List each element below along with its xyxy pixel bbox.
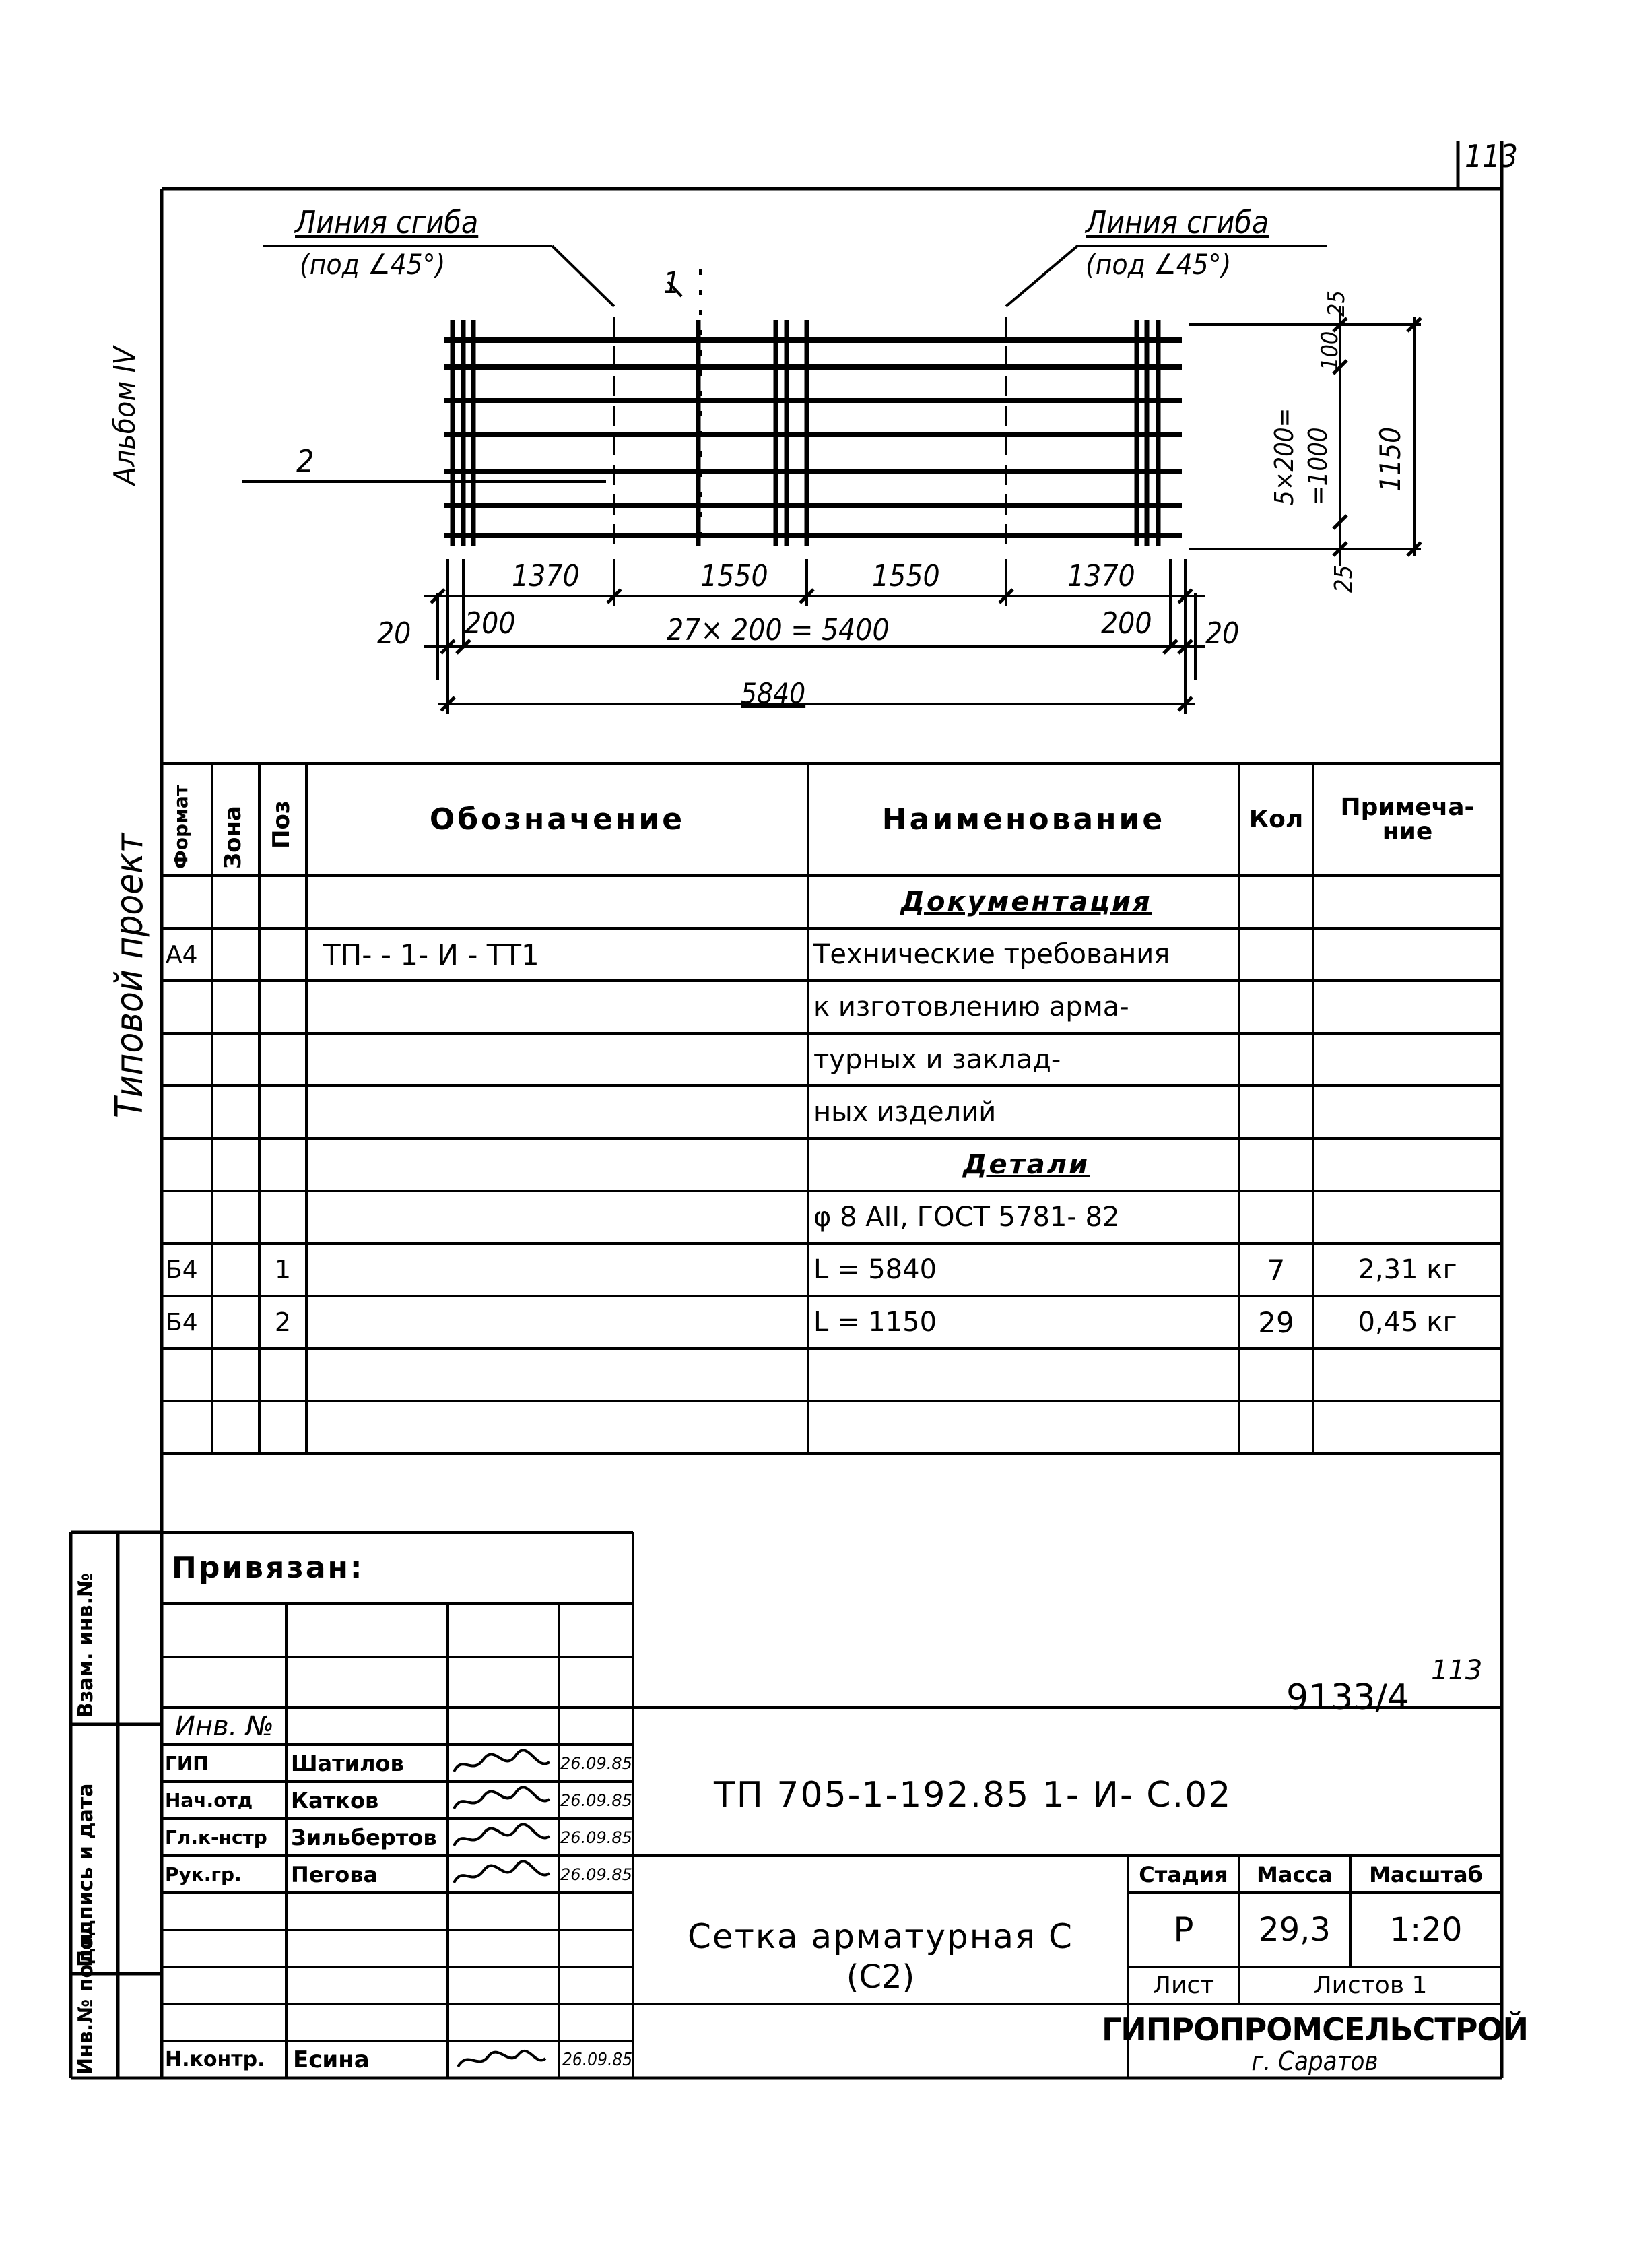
inv-no-label: Инв. № — [175, 1710, 274, 1742]
cell-note — [1313, 1138, 1502, 1191]
cell-qty: 29 — [1258, 1305, 1294, 1339]
signer-signature — [451, 1819, 559, 1856]
cell-note — [1313, 981, 1502, 1033]
signer-role: Рук.гр. — [165, 1863, 242, 1885]
sheets-label: Листов 1 — [1313, 1972, 1428, 1999]
dim-1550-right: 1550 — [872, 559, 940, 593]
cell-name: Технические требования — [813, 939, 1170, 970]
vzam-inv-label: Взам. инв.№ — [74, 1572, 98, 1718]
cell-note — [1313, 1349, 1502, 1401]
archive-number: 9133/4 — [1286, 1677, 1409, 1718]
dim-1370-right: 1370 — [1067, 559, 1135, 593]
sheet-label: Лист — [1152, 1972, 1215, 1999]
signer-signature — [451, 1745, 559, 1782]
dim-5x200-a: 5×200= — [1269, 408, 1299, 505]
cell-name: к изготовлению арма- — [813, 992, 1129, 1023]
cell-pos — [259, 981, 306, 1033]
cell-designation — [306, 1191, 808, 1243]
cell-format — [162, 1138, 212, 1191]
cell-note — [1313, 1086, 1502, 1138]
cell-name: турных и заклад- — [813, 1044, 1061, 1075]
cell-name: L = 1150 — [813, 1307, 937, 1338]
signer-name: Зильбертов — [291, 1824, 437, 1850]
cell-designation — [306, 1296, 808, 1349]
cell-qty — [1239, 1191, 1313, 1243]
dim-5x200-b: =1000 — [1303, 427, 1333, 505]
dim-1370-left: 1370 — [512, 559, 580, 593]
bend-line-label-right: Линия сгиба — [1086, 204, 1269, 240]
dim-100: 100 — [1317, 331, 1343, 370]
signer-date: 26.09.85 — [560, 1865, 632, 1884]
cell-pos — [259, 1138, 306, 1191]
signer-name: Шатилов — [291, 1750, 404, 1776]
header-designation: Обозначение — [429, 802, 686, 837]
signer-role: ГИП — [165, 1752, 209, 1774]
nkontr-signature — [455, 2041, 556, 2078]
signer-role: Нач.отд — [165, 1789, 253, 1811]
position-2-label: 2 — [296, 443, 314, 480]
cell-format: А4 — [166, 940, 198, 969]
cell-note — [1313, 928, 1502, 981]
cell-designation — [306, 876, 808, 928]
scale-label: Масштаб — [1369, 1861, 1483, 1887]
header-name: Наименование — [881, 802, 1166, 837]
signer-date: 26.09.85 — [560, 1790, 632, 1810]
cell-designation — [306, 1349, 808, 1401]
podpis-data-label: Подпись и дата — [74, 1783, 98, 1967]
dim-middle: 27× 200 = 5400 — [667, 613, 890, 647]
organization-name: ГИПРОПРОМСЕЛЬСТРОЙ — [1101, 2011, 1529, 2048]
mass-label: Масса — [1257, 1861, 1333, 1887]
scale-value: 1:20 — [1389, 1911, 1463, 1949]
cell-designation — [306, 1086, 808, 1138]
cell-qty — [1239, 928, 1313, 981]
cell-format — [162, 1191, 212, 1243]
dim-1550-left: 1550 — [700, 559, 768, 593]
signer-name: Катков — [291, 1787, 379, 1813]
cell-name: Документация — [900, 886, 1152, 917]
cell-format — [162, 1349, 212, 1401]
title-line-1: Сетка арматурная С — [688, 1917, 1073, 1956]
mass-value: 29,3 — [1259, 1911, 1331, 1949]
cell-pos — [259, 1191, 306, 1243]
cell-note: 0,45 кг — [1358, 1307, 1457, 1338]
signer-date: 26.09.85 — [560, 1827, 632, 1847]
dim-25-top: 25 — [1323, 290, 1350, 317]
cell-format — [162, 1086, 212, 1138]
dim-20-left: 20 — [377, 616, 411, 651]
cell-pos — [259, 1033, 306, 1086]
cell-pos — [259, 1086, 306, 1138]
cell-name: Детали — [962, 1149, 1090, 1180]
nkontr-role: Н.контр. — [165, 2048, 265, 2071]
cell-designation — [306, 1243, 808, 1296]
dim-200-left: 200 — [465, 606, 516, 641]
cell-note — [1313, 1191, 1502, 1243]
header-qty: Кол — [1249, 806, 1304, 833]
cell-pos — [259, 928, 306, 981]
cell-pos: 1 — [274, 1255, 292, 1285]
cell-designation — [306, 1033, 808, 1086]
cell-qty — [1239, 1033, 1313, 1086]
header-note: Примеча- ние — [1340, 793, 1475, 845]
nkontr-name: Есина — [293, 2046, 370, 2073]
privyazan-label: Привязан: — [172, 1551, 364, 1585]
signer-signature — [451, 1856, 559, 1893]
cell-format — [162, 981, 212, 1033]
cell-pos — [259, 876, 306, 928]
stage-value: Р — [1173, 1910, 1194, 1949]
cell-name: L = 5840 — [813, 1254, 937, 1285]
signer-name: Пегова — [291, 1861, 378, 1887]
cell-pos: 2 — [274, 1307, 292, 1337]
cell-note: 2,31 кг — [1358, 1254, 1457, 1285]
signer-signature — [451, 1782, 559, 1819]
position-1-label: 1 — [663, 266, 681, 300]
dim-total: 5840 — [741, 677, 806, 710]
cell-qty — [1239, 1138, 1313, 1191]
sheet-number: 113 — [1465, 138, 1518, 174]
stage-label: Стадия — [1139, 1861, 1228, 1887]
bend-line-label-left: Линия сгиба — [295, 204, 479, 240]
cell-pos — [259, 1349, 306, 1401]
dim-1150: 1150 — [1374, 426, 1407, 492]
cell-qty — [1239, 981, 1313, 1033]
cell-name: φ 8 АII, ГОСТ 5781- 82 — [813, 1202, 1120, 1233]
cell-name: ных изделий — [813, 1097, 997, 1128]
title-line-2: (С2) — [846, 1958, 915, 1996]
bend-line-angle-left: (под ∠45°) — [300, 248, 446, 281]
archive-sheet: 113 — [1431, 1655, 1483, 1686]
dim-200-right: 200 — [1101, 606, 1152, 641]
document-code: ТП 705-1-192.85 1- И- С.02 — [714, 1775, 1232, 1815]
cell-qty — [1239, 1086, 1313, 1138]
cell-format: Б4 — [166, 1256, 198, 1284]
dim-25-bottom: 25 — [1330, 564, 1358, 593]
cell-qty — [1239, 1349, 1313, 1401]
cell-designation: ТП- - 1- И - ТТ1 — [323, 938, 539, 971]
nkontr-date: 26.09.85 — [562, 2049, 633, 2070]
inv-podl-label: Инв.№ подл. — [74, 1925, 98, 2075]
cell-qty — [1239, 876, 1313, 928]
signer-date: 26.09.85 — [560, 1753, 632, 1773]
cell-note — [1313, 1033, 1502, 1086]
bend-line-angle-right: (под ∠45°) — [1086, 248, 1232, 281]
project-label: Типовой проект — [108, 833, 152, 1118]
cell-qty: 7 — [1267, 1253, 1286, 1287]
signer-role: Гл.к-нстр — [165, 1826, 267, 1848]
organization-city: г. Саратов — [1251, 2046, 1378, 2076]
cell-designation — [306, 1138, 808, 1191]
cell-designation — [306, 981, 808, 1033]
dim-20-right: 20 — [1205, 616, 1240, 651]
header-format: Формат — [170, 784, 192, 869]
cell-format — [162, 876, 212, 928]
header-zone: Зона — [220, 806, 246, 869]
cell-note — [1313, 876, 1502, 928]
cell-name — [808, 1349, 1239, 1401]
cell-format: Б4 — [166, 1308, 198, 1336]
cell-format — [162, 1033, 212, 1086]
album-label: Альбом IV — [108, 346, 142, 485]
header-pos: Поз — [268, 800, 295, 849]
mesh-drawing — [242, 246, 1327, 552]
